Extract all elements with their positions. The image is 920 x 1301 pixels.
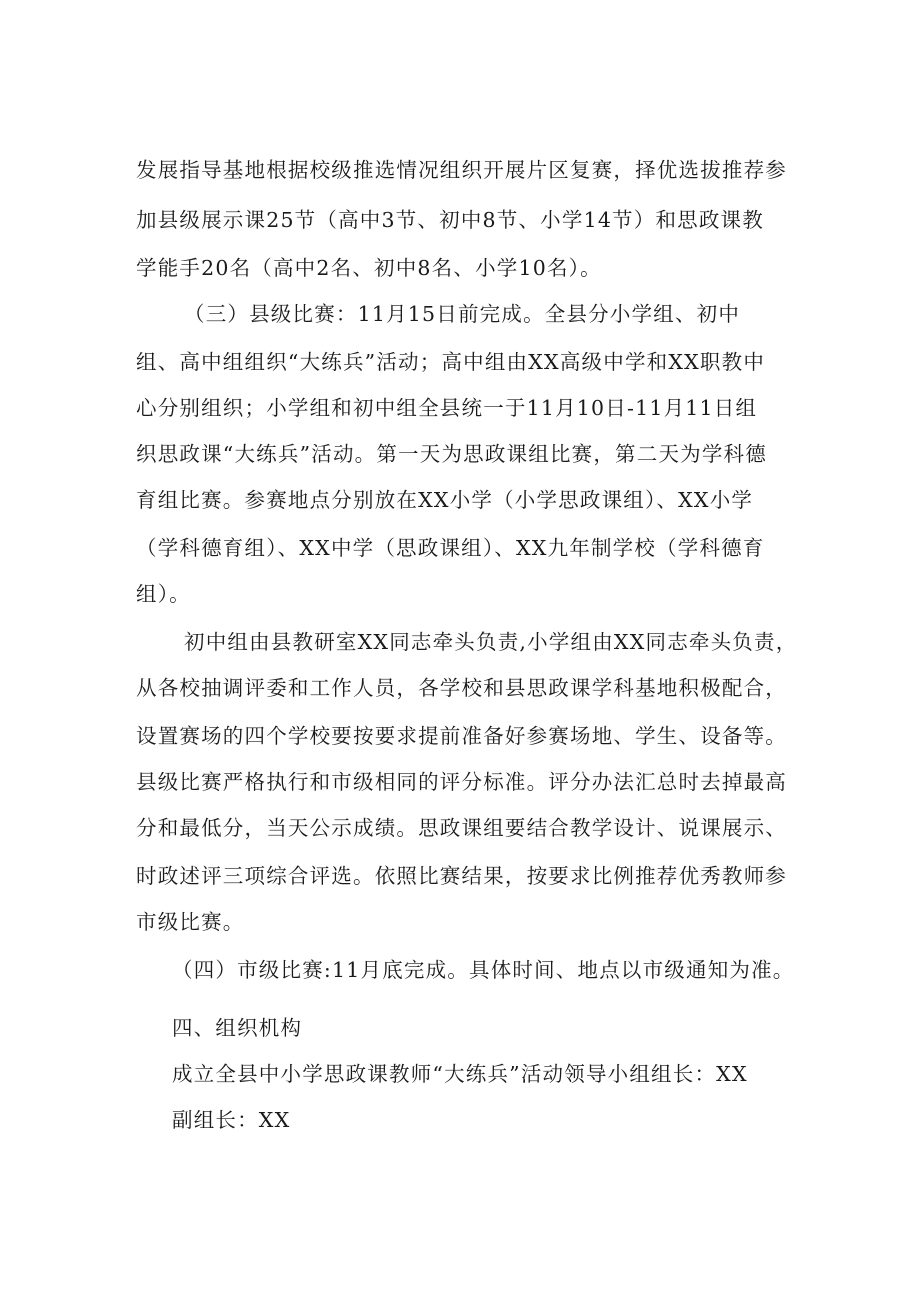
text-line-20: 成立全县中小学思政课教师“大练兵”活动领导小组组长：XX [172,1062,748,1086]
section-heading-4: （四）市级比赛:11月底完成。具体时间、地点以市级通知为准。 [172,958,795,982]
text-line-14: 县级比赛严格执行和市级相同的评分标准。评分办法汇总时去掉最高 [136,770,787,794]
text-line-2: 加县级展示课25节（高中3节、初中8节、小学14节）和思政课教 [136,208,764,232]
text-line-21: 副组长：XX [172,1108,291,1132]
text-line-5: 组、高中组组织“大练兵”活动；高中组由XX高级中学和XX职教中 [136,350,766,374]
text-line-11: 初中组由县教研室XX同志牵头负责,小学组由XX同志牵头负责， [184,630,798,654]
text-line-16: 时政述评三项综合评选。依照比赛结果，按要求比例推荐优秀教师参 [136,864,787,888]
text-line-10: 组）。 [136,582,191,606]
text-line-1: 发展指导基地根据校级推选情况组织开展片区复赛，择优选拔推荐参 [136,158,787,182]
text-line-17: 市级比赛。 [136,910,245,934]
text-line-3: 学能手20名（高中2名、初中8名、小学10名）。 [136,256,602,280]
text-line-7: 织思政课“大练兵”活动。第一天为思政课组比赛，第二天为学科德 [136,442,767,466]
section-heading-org: 四、组织机构 [172,1016,303,1040]
text-line-8: 育组比赛。参赛地点分别放在XX小学（小学思政课组）、XX小学 [136,488,754,512]
text-line-15: 分和最低分，当天公示成绩。思政课组要结合教学设计、说课展示、 [136,816,787,840]
text-line-12: 从各校抽调评委和工作人员，各学校和县思政课学科基地积极配合， [136,676,787,700]
text-line-9: （学科德育组）、XX中学（思政课组）、XX九年制学校（学科德育 [136,536,765,560]
section-heading-3: （三）县级比赛：11月15日前完成。全县分小学组、初中 [184,302,741,326]
text-line-13: 设置赛场的四个学校要按要求提前准备好参赛场地、学生、设备等。 [136,724,787,748]
text-line-6: 心分别组织；小学组和初中组全县统一于11月10日-11月11日组 [136,396,758,420]
